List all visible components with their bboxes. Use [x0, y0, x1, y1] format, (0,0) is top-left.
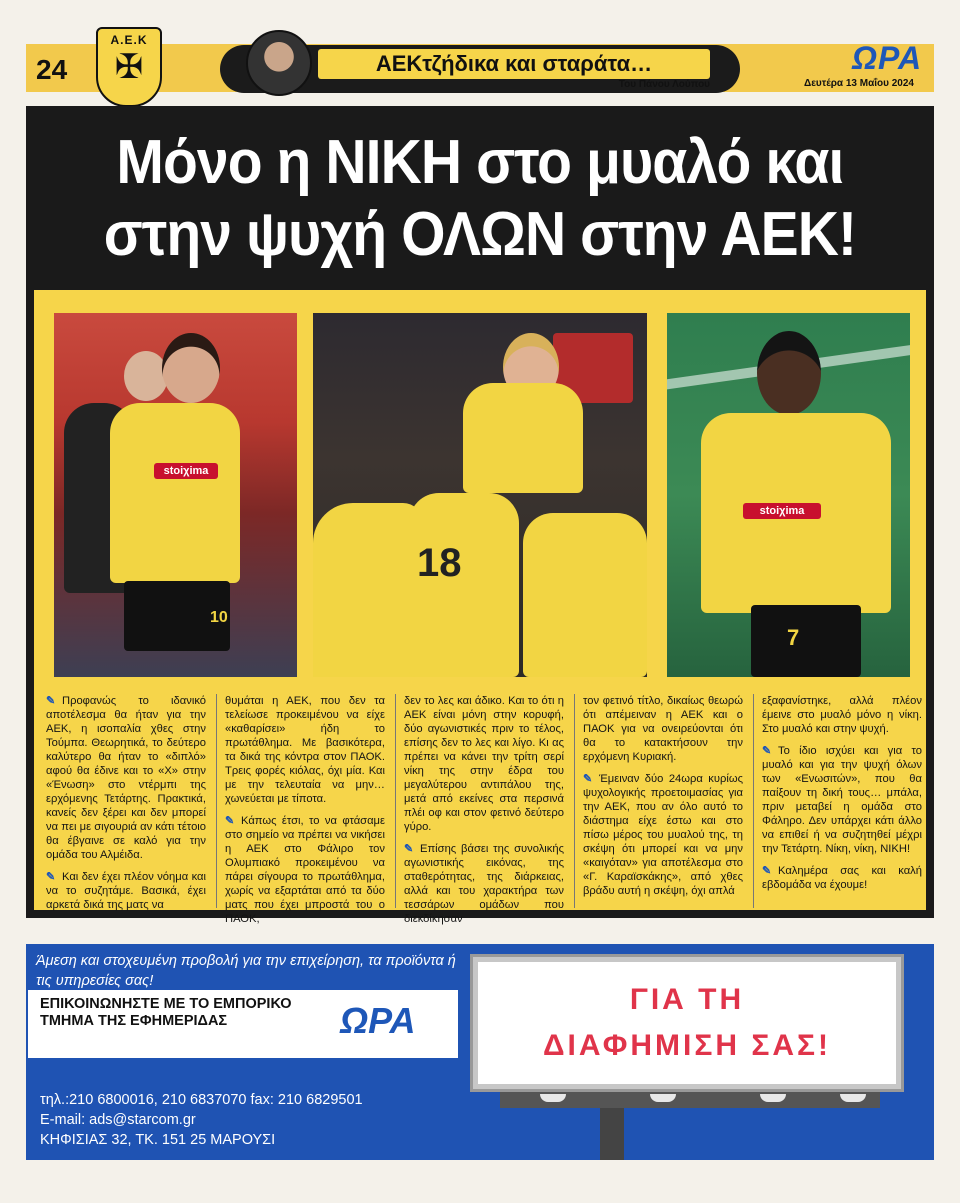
- paragraph-text: Έμειναν δύο 24ωρα κυρίως ψυχολογικής προετοιμασίας για την ΑΕΚ, που αν όλο αυτό το διάστημα είχε έστω και στο πίσω μέρος του μυαλού της, τη σκέψη ότι μπορεί και να μην «καιγόταν» για αποτέλεσμα στο «Γ. Καραϊσκάκης», από χθες βράδυ αυτή η σκέψη, όχι απλά: [583, 773, 743, 897]
- article-column-2: [216, 694, 385, 925]
- photo-player-celebrating-right: [667, 313, 910, 677]
- paragraph: [225, 694, 385, 806]
- player-shirt: [110, 403, 240, 583]
- pen-icon: ✎: [46, 695, 56, 707]
- ad-contact-text: ΕΠΙΚΟΙΝΩΝΗΣΤΕ ΜΕ ΤΟ ΕΜΠΟΡΙΚΟ ΤΜΗΜΑ ΤΗΣ ΕΦΗΜΕΡΙΔΑΣ: [40, 996, 292, 1029]
- billboard-lamp: [760, 1094, 786, 1102]
- paragraph: [762, 694, 922, 736]
- ad-address: ΚΗΦΙΣΙΑΣ 32, ΤΚ. 151 25 ΜΑΡΟΥΣΙ: [40, 1132, 276, 1148]
- huddle-shirt-top: [463, 383, 583, 493]
- headline-line-2: στην ψυχή ΟΛΩΝ στην ΑΕΚ!: [103, 200, 857, 269]
- paragraph-text: Το ίδιο ισχύει και για το μυαλό και για την ψυχή όλων των «Ενωσιτών», που θα παίξουν τη δική τους… μπάλα, πριν μεταβεί η ομάδα στο Φάληρο. Δεν υπάρχει κάτι άλλο να επιθεί ή να συζητηθεί μέχρι την Τετάρτη. Νίκη, νίκη, ΝΙΚΗ!: [762, 745, 922, 855]
- paragraph-text: Κάπως έτσι, το να φτάσαμε στο σημείο να πρέπει να νικήσει η ΑΕΚ στο Φάλιρο τον Ολυμπιακό προκειμένου να πάρει σίγουρα το πρωτάθλημα, χωρίς να εξαρτάται από τα δύο ματς που έχει μπροστά του ο ΠΑΟΚ,: [225, 815, 385, 925]
- brand-logo: ΩΡΑ: [852, 40, 923, 76]
- page-number: 24: [36, 54, 68, 85]
- ad-contact-details: [40, 1090, 470, 1150]
- column-byline: Του Πάνου Λούπου: [618, 79, 710, 90]
- author-avatar: [246, 30, 312, 96]
- ad-lead-text: Άμεση και στοχευμένη προβολή για την επιχείρηση, τα προϊόντα ή τις υπηρεσίες σας!: [36, 953, 456, 989]
- crest-text: Α.Ε.Κ: [110, 33, 148, 47]
- column-title: ΑΕΚτζήδικα και σταράτα…: [318, 49, 710, 79]
- billboard-line-1: ΓΙΑ ΤΗ: [629, 983, 745, 1016]
- paragraph: [404, 842, 564, 926]
- paragraph-text: εξαφανίστηκε, αλλά πλέον έμεινε στο μυαλό μόνο η νίκη. Στο μυαλό και στην ψυχή.: [762, 695, 922, 735]
- headline: [104, 127, 856, 271]
- paragraph-text: Προφανώς το ιδανικό αποτέλεσμα θα ήταν για την ΑΕΚ, η ισοπαλία χθες στην Τούμπα. Θεωρητικά, το δεύτερο καλύτερο θα ήταν το «διπλό» αφού θα έδινε και το «Χ» στην «Ένωση» στο ντέρμπι της ερχόμενης Τετάρτης. Πρακτικά, κανείς δεν ξέρει και δεν μπορεί να πει με σιγουριά αν κάτι τέτοιο θα έβγαινε σε καλό για την ομάδα του Αλμέιδα.: [46, 695, 206, 861]
- billboard-text: [543, 977, 831, 1069]
- paragraph: [762, 864, 922, 892]
- shorts-number: 7: [787, 625, 800, 650]
- article-body: [46, 694, 922, 925]
- paragraph-text: τον φετινό τίτλο, δικαίως θεωρώ ότι απέμειναν η ΑΕΚ και ο ΠΑΟΚ για να ονειρεύονται ότι θα το κατακτήσουν την ερχόμενη Κυριακή.: [583, 695, 743, 763]
- paragraph-text: δεν το λες και άδικο. Και το ότι η ΑΕΚ είναι μόνη στην κορυφή, δύο αγωνιστικές πριν το τέλος, επίσης δεν το λες και λίγο. Κι ας πρέπει να κάνει την τρίτη σερί νίκη της στην έδρα του μεγαλύτερου αντιπάλου της, μετά από εκείνες στα περσινά πλέι οφ και στον φετινό δεύτερο γύρο.: [404, 695, 564, 833]
- headline-line-1: Μόνο η ΝΙΚΗ στο μυαλό και: [116, 128, 844, 197]
- player-shorts: [751, 605, 861, 677]
- article-column-1: [46, 694, 206, 911]
- shirt-sponsor: stoiχima: [743, 503, 821, 519]
- pen-icon: ✎: [225, 815, 235, 827]
- pen-icon: ✎: [762, 865, 772, 877]
- article-column-5: [753, 694, 922, 908]
- billboard-lamp: [840, 1094, 866, 1102]
- article-column-4: [574, 694, 743, 908]
- ad-phone: τηλ.:210 6800016, 210 6837070 fax: 210 6829501: [40, 1092, 363, 1108]
- referee-head: [124, 351, 168, 401]
- photo-player-celebrating-left: [54, 313, 297, 677]
- paragraph-text: Επίσης βάσει της συνολικής αγωνιστικής εικόνας, της σταθερότητας, της διάρκειας, αλλά και του χαρακτήρα των τεσσάρων ομάδων που διεκδίκησαν: [404, 843, 564, 925]
- shorts-number: 10: [210, 609, 228, 626]
- paragraph: [583, 772, 743, 898]
- pen-icon: ✎: [404, 843, 414, 855]
- pen-icon: ✎: [46, 871, 56, 883]
- huddle-shirt-right: [523, 513, 647, 677]
- pen-icon: ✎: [762, 745, 772, 757]
- eagle-icon: ✠: [114, 48, 144, 86]
- ad-brand-logo: ΩΡΑ: [340, 1000, 416, 1041]
- headline-box: [26, 106, 934, 292]
- paragraph-text: Και δεν έχει πλέον νόημα και να το συζητάμε. Βασικά, έχει αρκετά δικά της ματς να: [46, 871, 206, 911]
- billboard-line-2: ΔΙΑΦΗΜΙΣΗ ΣΑΣ!: [542, 1029, 832, 1062]
- paragraph-text: Καλημέρα σας και καλή εβδομάδα να έχουμε!: [762, 865, 922, 891]
- photo-team-huddle: [313, 313, 647, 677]
- paragraph: [46, 694, 206, 862]
- billboard-lamp: [650, 1094, 676, 1102]
- paragraph: [762, 744, 922, 856]
- billboard-lamp: [540, 1094, 566, 1102]
- issue-date: Δευτέρα 13 Μαΐου 2024: [804, 78, 914, 89]
- pen-icon: ✎: [583, 773, 593, 785]
- billboard-post: [600, 1108, 624, 1160]
- shirt-number: 18: [417, 541, 462, 585]
- huddle-shirt-left: [313, 503, 423, 677]
- shirt-sponsor: stoiχima: [154, 463, 218, 479]
- player-head: [162, 333, 220, 403]
- paragraph: [46, 870, 206, 912]
- paragraph: [583, 694, 743, 764]
- paragraph-text: θυμάται η ΑΕΚ, που δεν τα τελείωσε προκειμένου να είχε «καθαρίσει» ήδη το πρωτάθλημα. Με βασικότερα, τα δικά της κόντρα στον ΠΑΟΚ. Τρεις φορές κιόλας, όχι μία. Και με την τελευταία να μην… χωνεύεται με τίποτα.: [225, 695, 385, 805]
- aek-crest: [96, 27, 162, 107]
- player-head: [757, 331, 821, 415]
- article-column-3: [395, 694, 564, 925]
- paragraph: [225, 814, 385, 926]
- ad-email[interactable]: E-mail: ads@starcom.gr: [40, 1112, 196, 1128]
- paragraph: [404, 694, 564, 834]
- billboard: [478, 962, 896, 1084]
